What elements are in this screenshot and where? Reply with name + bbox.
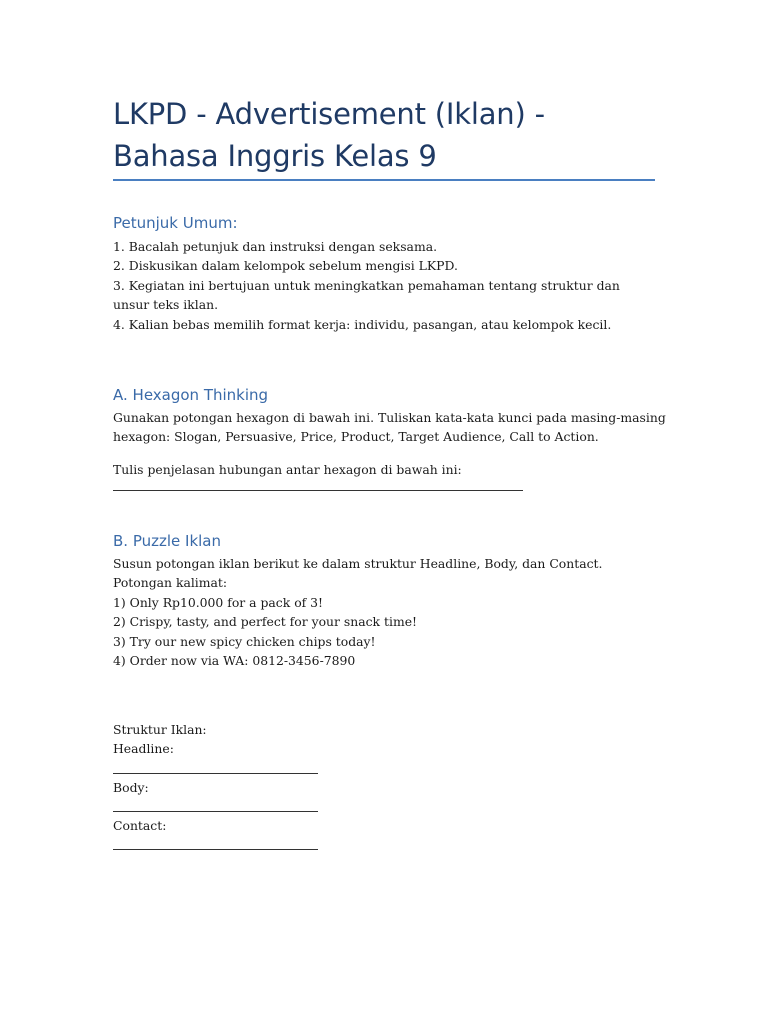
list-item: 2) Crispy, tasty, and perfect for your snack time! xyxy=(113,614,418,630)
list-item: 4) Order now via WA: 0812-3456-7890 xyxy=(113,653,356,669)
section-b-content xyxy=(113,554,658,670)
section-a-heading: A. Hexagon Thinking xyxy=(113,386,269,404)
instruction-line: Gunakan potongan hexagon di bawah ini. Tuliskan kata-kata kunci pada masing-masing xyxy=(113,410,666,425)
pieces-label: Potongan kalimat: xyxy=(113,575,228,591)
contact-label: Contact: xyxy=(113,818,167,833)
document-title: LKPD - Advertisement (Iklan) - Bahasa Inggris Kelas 9 xyxy=(113,97,545,173)
answer-line-body[interactable] xyxy=(113,811,318,812)
answer-line-contact[interactable] xyxy=(113,849,318,850)
title-underline xyxy=(113,179,655,181)
general-instructions-list xyxy=(113,237,658,334)
answer-line-headline[interactable] xyxy=(113,773,318,774)
section-a-prompt: Tulis penjelasan hubungan antar hexagon di bawah ini: xyxy=(113,462,462,477)
headline-label: Headline: xyxy=(113,741,174,757)
general-instructions-heading: Petunjuk Umum: xyxy=(113,214,238,232)
list-item: 3) Try our new spicy chicken chips today! xyxy=(113,633,376,649)
list-item: 2. Diskusikan dalam kelompok sebelum mengisi LKPD. xyxy=(113,258,458,274)
instruction-line: hexagon: Slogan, Persuasive, Price, Product, Target Audience, Call to Action. xyxy=(113,429,599,445)
body-label: Body: xyxy=(113,780,149,795)
list-item: 1. Bacalah petunjuk dan instruksi dengan seksama. xyxy=(113,239,438,254)
structure-label: Struktur Iklan: xyxy=(113,722,207,737)
list-item: 3. Kegiatan ini bertujuan untuk meningkatkan pemahaman tentang struktur dan unsur teks iklan. xyxy=(113,277,620,313)
section-a-instruction xyxy=(113,408,666,447)
structure-section xyxy=(113,720,658,759)
list-item: 1) Only Rp10.000 for a pack of 3! xyxy=(113,594,324,610)
instruction-line: Susun potongan iklan berikut ke dalam struktur Headline, Body, dan Contact. xyxy=(113,556,603,571)
section-b-heading: B. Puzzle Iklan xyxy=(113,532,222,550)
answer-line-explanation[interactable] xyxy=(113,490,523,491)
list-item: 4. Kalian bebas memilih format kerja: individu, pasangan, atau kelompok kecil. xyxy=(113,316,612,332)
